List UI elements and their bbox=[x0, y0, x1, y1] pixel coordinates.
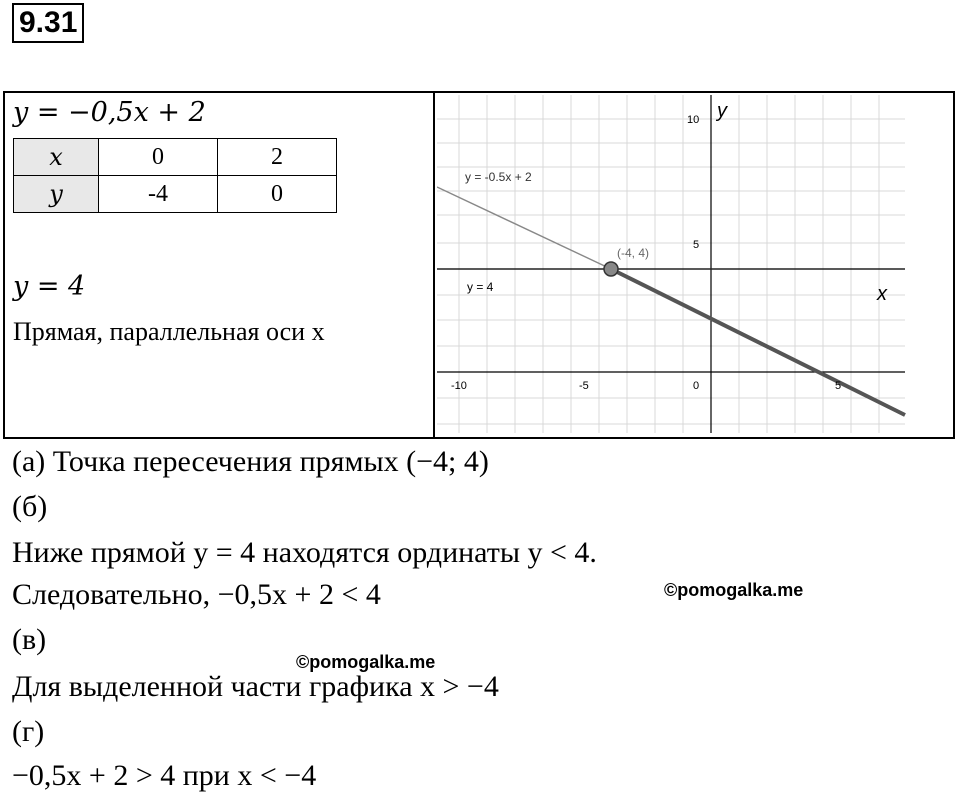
answer-v-line1: Для выделенной части графика x > −4 bbox=[12, 670, 499, 703]
x-axis-label: x bbox=[877, 283, 887, 305]
answer-g-title: (г) bbox=[12, 715, 45, 748]
y-tick-label: 10 bbox=[687, 114, 700, 126]
y-axis-label: y bbox=[717, 100, 727, 122]
equation-line: y = −0,5x + 2 bbox=[13, 97, 206, 128]
answer-b-line1: Ниже прямой y = 4 находятся ординаты y < 4. bbox=[12, 536, 597, 569]
x-tick-label: -5 bbox=[579, 380, 589, 392]
answer-b-line2: Следовательно, −0,5x + 2 < 4 bbox=[12, 578, 381, 611]
table-cell: 0 bbox=[218, 176, 337, 213]
line-main bbox=[437, 187, 611, 269]
line2-label: y = 4 bbox=[467, 280, 494, 294]
point-label: (-4, 4) bbox=[617, 246, 650, 260]
table-cell: x bbox=[14, 139, 99, 176]
table-cell: 0 bbox=[99, 139, 218, 176]
watermark: ©pomogalka.me bbox=[296, 652, 436, 672]
y-tick-label: 5 bbox=[693, 239, 700, 251]
table-cell: -4 bbox=[99, 176, 218, 213]
solution-frame bbox=[3, 91, 955, 439]
x-tick-label: 0 bbox=[693, 380, 700, 392]
answer-v-title: (в) bbox=[12, 623, 47, 656]
table-cell: y bbox=[14, 176, 99, 213]
watermark: ©pomogalka.me bbox=[664, 580, 804, 600]
value-table bbox=[13, 138, 337, 213]
answer-a: (а) Точка пересечения прямых (−4; 4) bbox=[12, 445, 489, 478]
table-row-x bbox=[14, 139, 337, 176]
intersection-point bbox=[604, 262, 618, 276]
equation-line-2: y = 4 bbox=[13, 271, 86, 302]
line1-label: y = -0.5x + 2 bbox=[465, 170, 532, 184]
table-row-y bbox=[14, 176, 337, 213]
x-tick-label: 5 bbox=[835, 380, 842, 392]
x-tick-label: -10 bbox=[451, 380, 467, 392]
graph bbox=[437, 95, 907, 433]
problem-number: 9.31 bbox=[12, 3, 84, 43]
answer-g-line1: −0,5x + 2 > 4 при x < −4 bbox=[12, 759, 317, 792]
line-description: Прямая, параллельная оси x bbox=[13, 317, 325, 346]
table-cell: 2 bbox=[218, 139, 337, 176]
frame-divider bbox=[433, 93, 435, 437]
answer-b-title: (б) bbox=[12, 490, 48, 523]
